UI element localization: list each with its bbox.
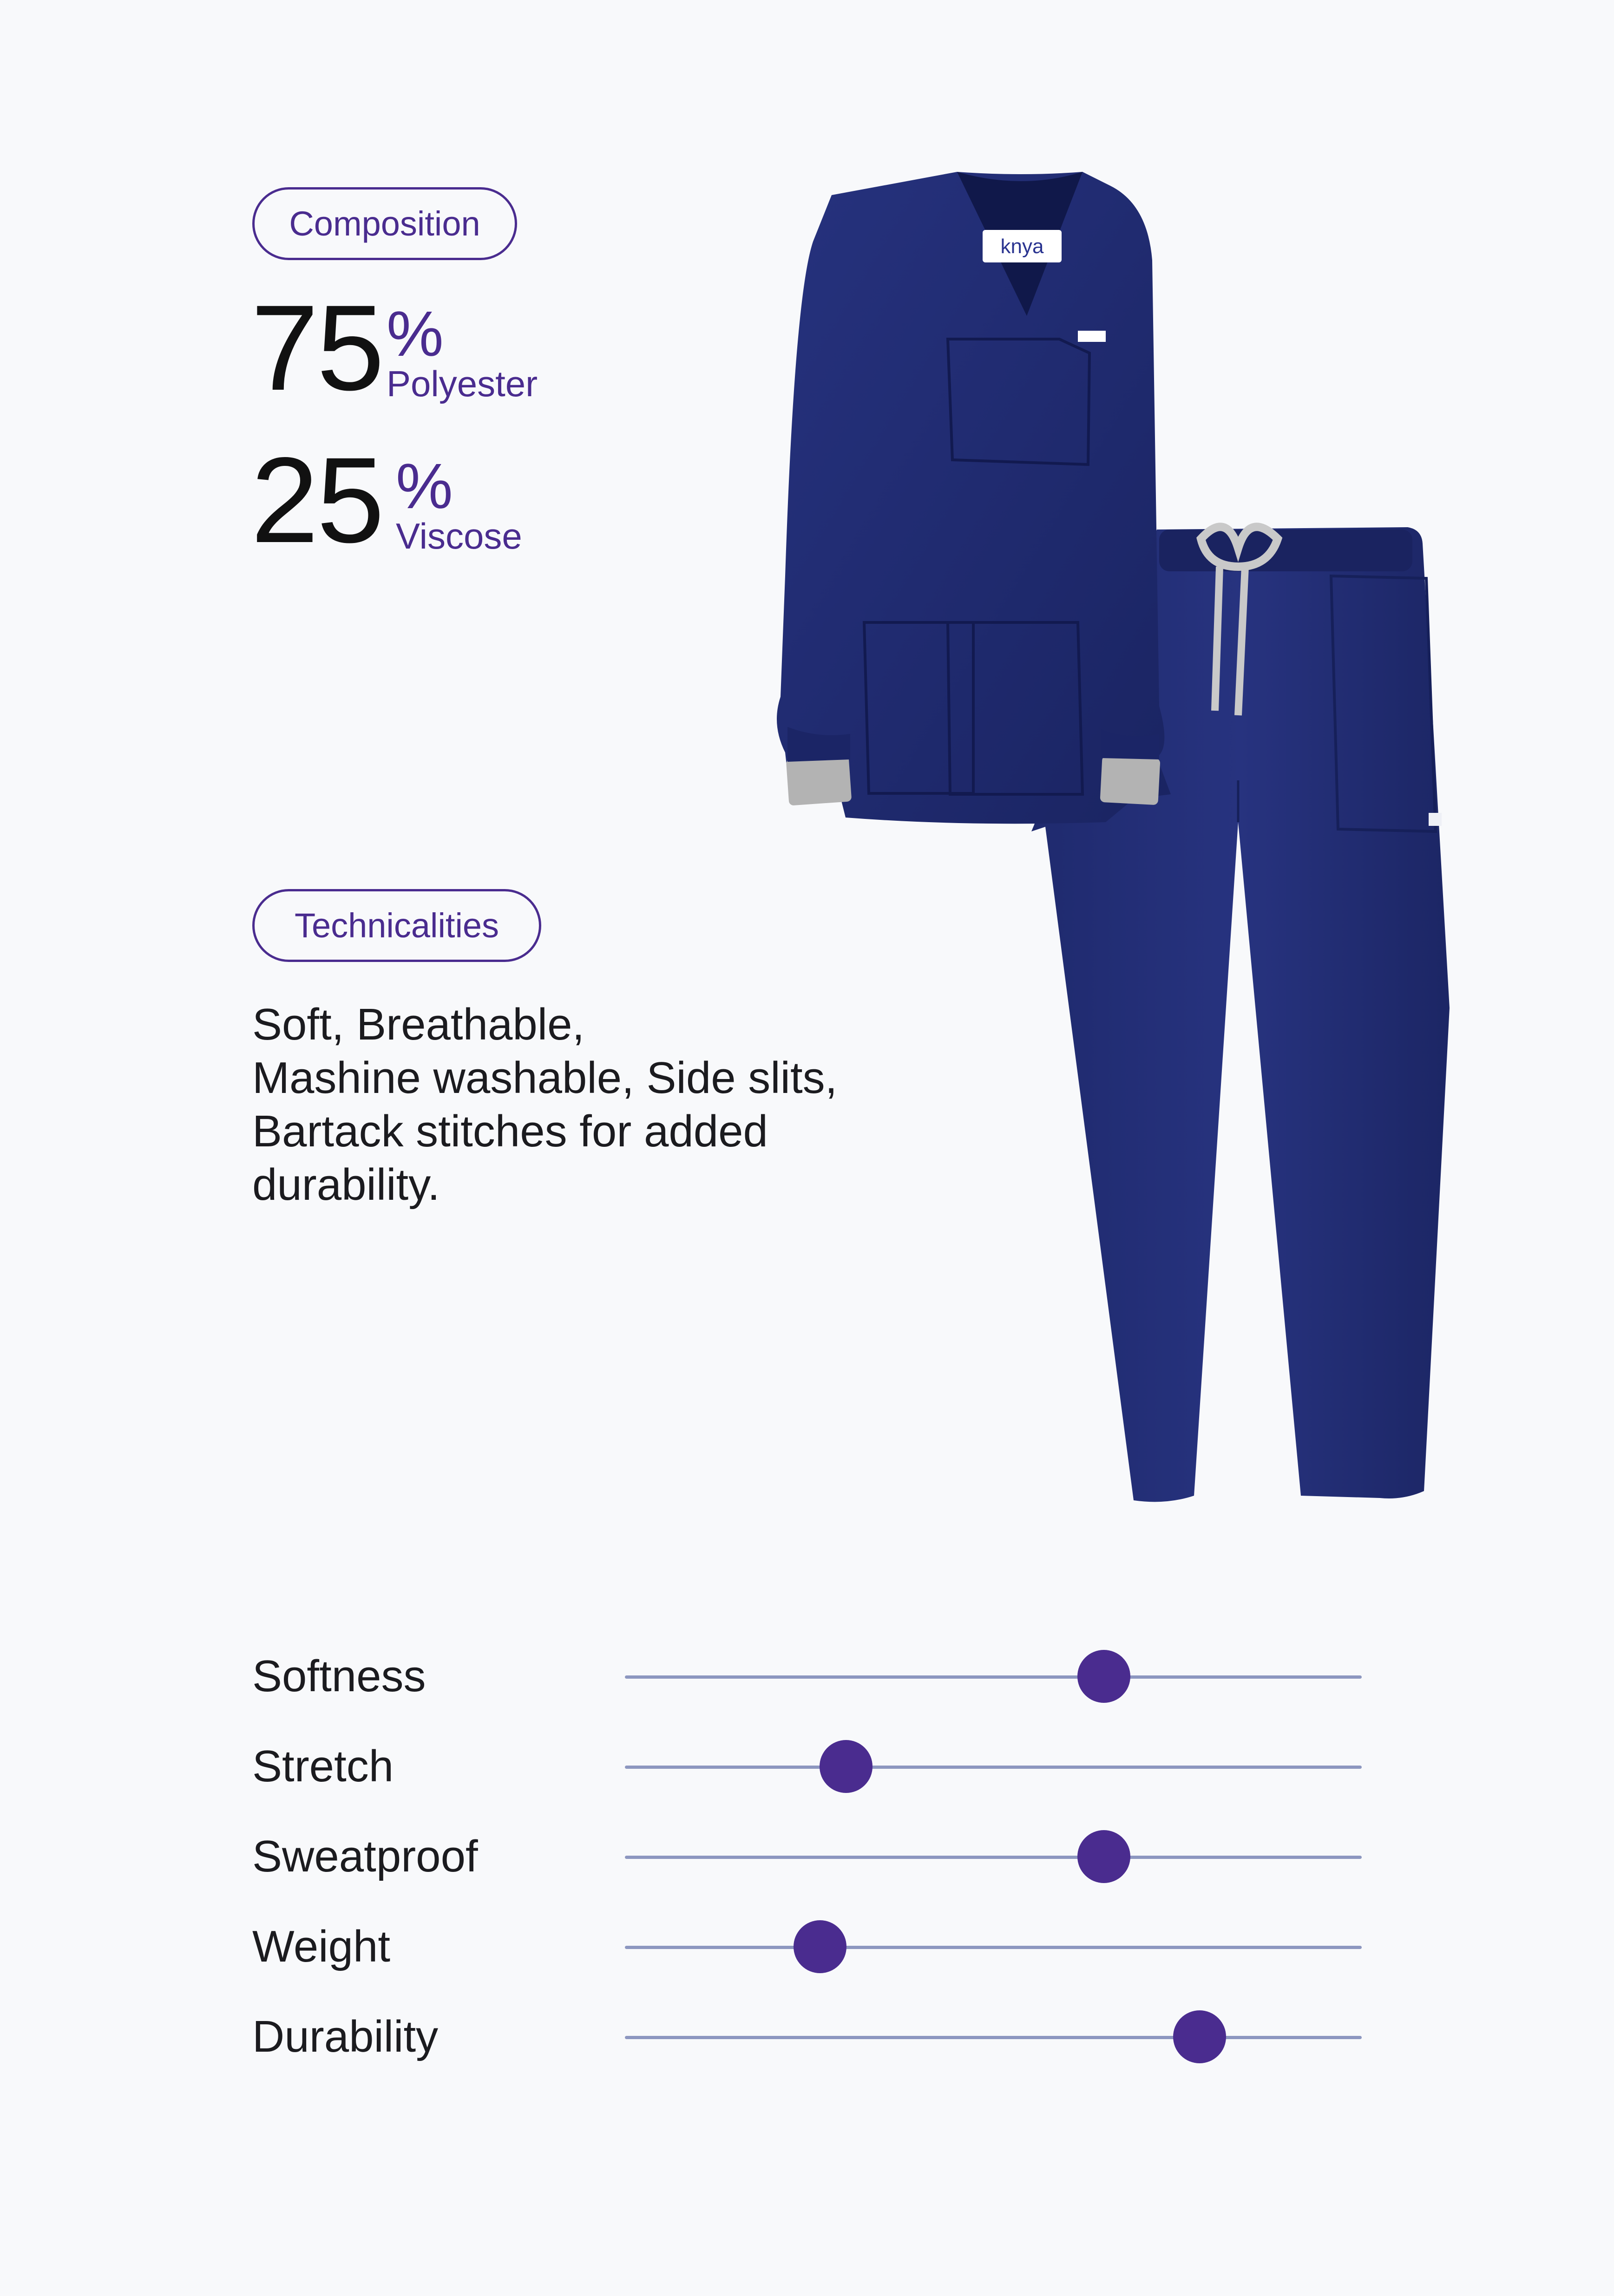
attribute-row-softness bbox=[0, 1648, 1614, 1704]
technicalities-line: Soft, Breathable, bbox=[252, 1000, 585, 1049]
attribute-slider-track bbox=[625, 1766, 1362, 1769]
material-label: Polyester bbox=[387, 363, 538, 404]
composition-pill bbox=[252, 187, 517, 260]
attribute-slider-knob[interactable] bbox=[1077, 1830, 1130, 1883]
attribute-row-sweatproof bbox=[0, 1829, 1614, 1884]
stat-percent-value: 75 bbox=[251, 280, 383, 416]
material-label: Viscose bbox=[396, 516, 522, 556]
percent-sign: % bbox=[387, 298, 444, 370]
attribute-row-weight bbox=[0, 1919, 1614, 1975]
scrubs-product-image bbox=[613, 158, 1496, 1551]
attribute-slider-track bbox=[625, 1675, 1362, 1679]
attribute-label: Weight bbox=[252, 1922, 391, 1971]
technicalities-line: Mashine washable, Side slits, bbox=[252, 1053, 838, 1103]
technicalities-line: Bartack stitches for added bbox=[252, 1106, 768, 1156]
technicalities-pill bbox=[252, 889, 541, 962]
technicalities-label: Technicalities bbox=[294, 906, 499, 945]
attribute-slider-track bbox=[625, 2036, 1362, 2039]
attribute-slider-knob[interactable] bbox=[1173, 2010, 1226, 2063]
attribute-slider-track bbox=[625, 1856, 1362, 1859]
attribute-row-stretch bbox=[0, 1739, 1614, 1794]
attribute-label: Softness bbox=[252, 1651, 426, 1701]
attribute-slider-knob[interactable] bbox=[1077, 1650, 1130, 1703]
stat-percent-value: 25 bbox=[251, 432, 383, 568]
technicalities-line: durability. bbox=[252, 1160, 440, 1210]
scrub-top bbox=[777, 172, 1171, 824]
attribute-row-durability bbox=[0, 2009, 1614, 2065]
attribute-slider-knob[interactable] bbox=[820, 1740, 873, 1793]
attribute-label: Stretch bbox=[252, 1741, 394, 1791]
attribute-slider-track bbox=[625, 1946, 1362, 1949]
composition-label: Composition bbox=[289, 204, 480, 243]
attribute-label: Sweatproof bbox=[252, 1832, 478, 1881]
attribute-label: Durability bbox=[252, 2012, 439, 2061]
attribute-slider-knob[interactable] bbox=[794, 1920, 846, 1973]
percent-sign: % bbox=[396, 451, 453, 522]
scrubs-illustration bbox=[613, 158, 1496, 1551]
brand-tag: knya bbox=[1000, 235, 1044, 258]
